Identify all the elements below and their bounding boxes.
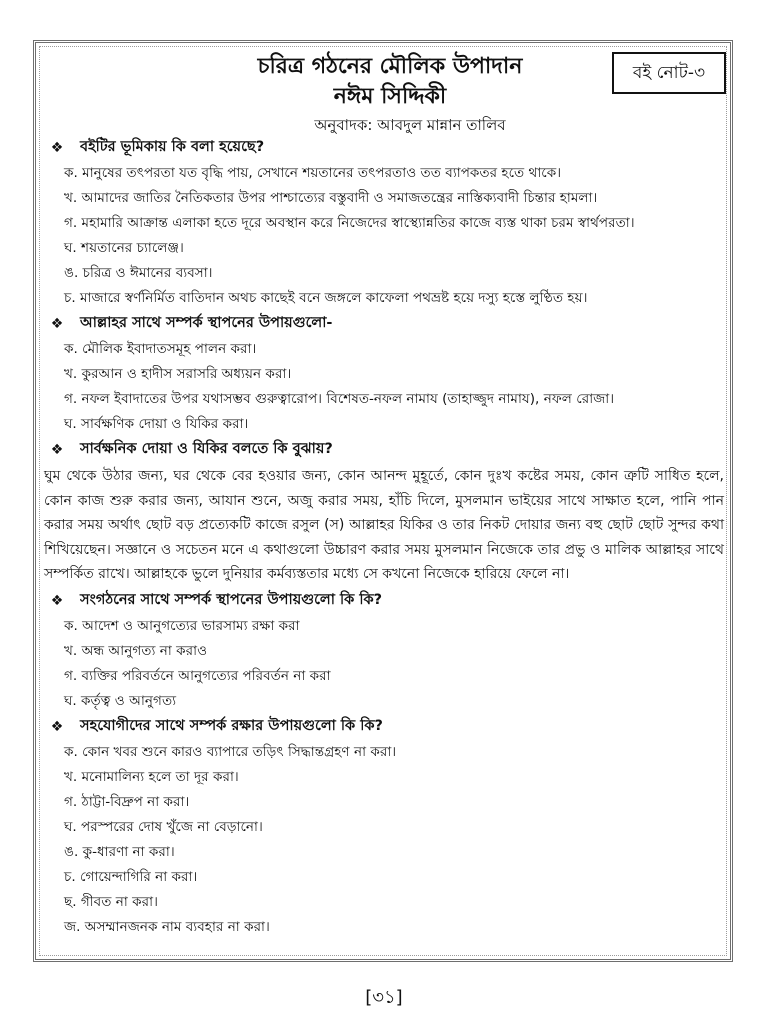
list-item: গ. নফল ইবাদাতের উপর যথাসম্ভব গুরুত্বারোপ। বিশেষত-নফল নামায (তাহাজ্জুদ নামায), নফল রোজা। <box>64 391 615 407</box>
section-heading-text: আল্লাহর সাথে সম্পর্ক স্থাপনের উপায়গুলো- <box>80 315 333 331</box>
list-item: গ. ঠাট্টা-বিদ্রুপ না করা। <box>64 793 190 810</box>
list-item: ঙ. চরিত্র ও ঈমানের ব্যবসা। <box>64 265 213 281</box>
section-dua-zikir <box>46 438 726 587</box>
list-item: ক. মানুষের তৎপরতা যত বৃদ্ধি পায়, সেখানে শয়তানের তৎপরতাও তত ব্যাপকতর হতে থাকে। <box>64 165 562 181</box>
document-body <box>46 134 726 939</box>
section-heading-text: বইটির ভূমিকায় কি বলা হয়েছে? <box>80 139 265 155</box>
list-item: ঙ. কু-ধারণা না করা। <box>64 843 175 860</box>
diamond-bullet-icon: ❖ <box>50 718 64 735</box>
list-item: ক. মৌলিক ইবাদাতসমূহ পালন করা। <box>64 341 257 357</box>
section-heading-text: সার্বক্ষনিক দোয়া ও যিকির বলতে কি বুঝায়? <box>80 441 333 457</box>
diamond-bullet-icon: ❖ <box>50 442 64 458</box>
section-heading <box>46 589 726 613</box>
section-heading <box>46 715 726 739</box>
list-item: জ. অসম্মানজনক নাম ব্যবহার না করা। <box>64 918 270 935</box>
list-item: খ. কুরআন ও হাদীস সরাসরি অধ্যয়ন করা। <box>64 366 292 382</box>
section-preface <box>46 136 726 310</box>
section-heading <box>46 136 726 160</box>
section-heading <box>46 312 726 336</box>
list-item: ঘ. কর্তৃত্ব ও আনুগত্য <box>64 692 177 709</box>
list-item: ঘ. শয়তানের চ্যালেঞ্জ। <box>64 240 184 256</box>
list-item: গ. মহামারি আক্রান্ত এলাকা হতে দূরে অবস্থান করে নিজেদের স্বাস্থ্যোন্নতির কাজে ব্যস্ত থাকা চরম স্বার্থপরতা। <box>64 215 635 231</box>
note-label-box <box>612 52 726 94</box>
section-companions <box>46 715 726 939</box>
list-item: খ. আমাদের জাতির নৈতিকতার উপর পাশ্চাত্যের বস্তুবাদী ও সমাজতন্ত্রের নাস্তিক্যবাদী চিন্তার হামলা। <box>64 190 598 206</box>
section-heading-text: সংগঠনের সাথে সম্পর্ক স্থাপনের উপায়গুলো কি কি? <box>80 591 383 608</box>
page-number: [৩১] <box>365 987 403 1008</box>
note-label: বই নোট-৩ <box>632 63 706 83</box>
document-title: চরিত্র গঠনের মৌলিক উপাদান <box>257 54 523 79</box>
list-item: খ. মনোমালিন্য হলে তা দূর করা। <box>64 768 239 785</box>
section-heading <box>46 438 726 462</box>
diamond-bullet-icon: ❖ <box>50 316 64 332</box>
list-item: গ. ব্যক্তির পরিবর্তনে আনুগত্যের পরিবর্তন না করা <box>64 667 331 684</box>
list-item: চ. গোয়েন্দাগিরি না করা। <box>64 868 198 885</box>
list-item: খ. অন্ধ আনুগত্য না করাও <box>64 642 208 659</box>
list-item: ক. আদেশ ও আনুগত্যের ভারসাম্য রক্ষা করা <box>64 617 300 634</box>
section-heading-text: সহযোগীদের সাথে সম্পর্ক রক্ষার উপায়গুলো কি কি? <box>80 717 383 734</box>
list-item: ছ. গীবত না করা। <box>64 893 158 910</box>
section-organization <box>46 589 726 713</box>
list-item: ঘ. সার্বক্ষণিক দোয়া ও যিকির করা। <box>64 416 249 432</box>
list-item: চ. মাজারে স্বর্ণনির্মিত বাতিদান অথচ কাছেই বনে জঙ্গলে কাফেলা পথভ্রষ্ট হয়ে দস্যু হস্তে লুণ্ঠিত হয়। <box>64 290 588 306</box>
translator-line: অনুবাদক: আবদুল মান্নান তালিব <box>314 116 506 134</box>
author-name: নঈম সিদ্দিকী <box>333 84 447 109</box>
body-paragraph: ঘুম থেকে উঠার জন্য, ঘর থেকে বের হওয়ার জন্য, কোন আনন্দ মুহূর্তে, কোন দুঃখ কষ্টের সময়, কোন ত্রুটি সাধিত হলে, কোন কাজ শুরু করার জন্য, আযান শুনে, অজু করার সময়, হাঁচি দিলে, মুসলমান ভাইয়ের সাথে সাক্ষাত হলে, পানি পান করার সময় অর্থাৎ ছোট বড় প্রত্যেকটি কাজে রসুল (স) আল্লাহর যিকির ও তার নিকট দোয়ার জন্য বহু ছোট ছোট সুন্দর কথা শিখিয়েছেন। সজ্ঞানে ও সচেতন মনে এ কথাগুলো উচ্চারণ করার সময় মুসলমান নিজেকে তার প্রভু ও মালিক আল্লাহর সাথে সম্পর্কিত রাখে। আল্লাহকে ভুলে দুনিয়ার কর্মব্যস্ততার মধ্যে সে কখনো নিজেকে হারিয়ে ফেলে না। <box>44 468 724 582</box>
section-allah-relation <box>46 312 726 436</box>
list-item: ক. কোন খবর শুনে কারও ব্যাপারে তড়িৎ সিদ্ধান্তগ্রহণ না করা। <box>64 743 397 760</box>
diamond-bullet-icon: ❖ <box>50 592 64 609</box>
diamond-bullet-icon: ❖ <box>50 140 64 156</box>
list-item: ঘ. পরস্পরের দোষ খুঁজে না বেড়ানো। <box>64 818 263 835</box>
